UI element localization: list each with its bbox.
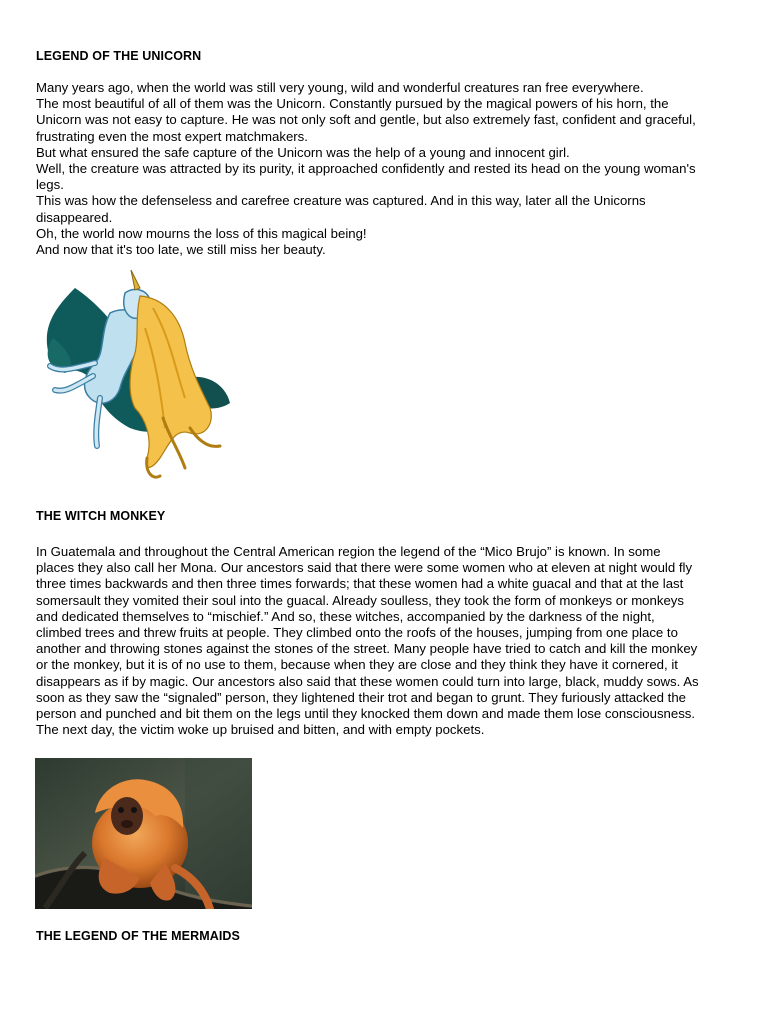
text-line: somersault they vomited their soul into the guacal. Already soulless, they took the form of monkeys or monkeys	[36, 592, 684, 608]
text-line: In Guatemala and throughout the Central American region the legend of the “Mico Brujo” is known. In some	[36, 544, 661, 559]
text-line: And now that it's too late, we still miss her beauty.	[36, 242, 326, 258]
text-line: But what ensured the safe capture of the Unicorn was the help of a young and innocent girl.	[36, 144, 570, 160]
text-line: another and throwing stones against the stones of the street. Many people have tried to catch and kill the monkey	[36, 641, 698, 657]
unicorn-illustration	[35, 268, 240, 490]
text-line: Many years ago, when the world was still very young, wild and wonderful creatures ran free everywhere.	[36, 80, 644, 95]
text-line: or the monkey, but it is of no use to them, because when they are close and they think they have it cornered, it	[36, 657, 678, 673]
text-line: Well, the creature was attracted by its purity, it approached confidently and rested its head on the young woman's	[36, 161, 696, 177]
text-line: legs.	[36, 177, 64, 193]
text-line: This was how the defenseless and carefree creature was captured. And in this way, later all the Unicorns	[36, 193, 646, 209]
text-line: soon as they saw the “signaled” person, they lightened their trot and began to grunt. They furiously attacked the	[36, 689, 687, 705]
section-title-mermaids: THE LEGEND OF THE MERMAIDS	[36, 929, 240, 943]
text-line: disappears as if by magic. Our ancestors also said that these women could turn into large, black, muddy sows. As	[36, 673, 699, 689]
text-line: Unicorn was not easy to capture. He was not only soft and gentle, but also extremely fast, confident and graceful,	[36, 112, 696, 128]
text-line: person and punched and bit them on the legs until they knocked them down and made them lose consciousness.	[36, 706, 696, 722]
golden-monkey-photo	[35, 758, 252, 909]
text-line: disappeared.	[36, 209, 113, 225]
text-line: Oh, the world now mourns the loss of this magical being!	[36, 225, 367, 241]
text-line: The most beautiful of all of them was the Unicorn. Constantly pursued by the magical powers of his horn, the	[36, 96, 669, 112]
section-body-witch-monkey	[36, 544, 736, 738]
text-line: The next day, the victim woke up bruised and bitten, and with empty pockets.	[36, 722, 485, 738]
text-line: frustrating even the most expert matchmakers.	[36, 128, 308, 144]
text-line: places they also call her Mona. Our ancestors said that there were some women who at eleven at night would fly	[36, 560, 693, 576]
section-body-unicorn	[36, 80, 736, 258]
section-title-unicorn: LEGEND OF THE UNICORN	[36, 49, 202, 63]
text-line: three times backwards and then three times forwards; that these women had a white guacal and that at the last	[36, 576, 684, 592]
text-line: climbed trees and threw fruits at people. They climbed onto the roofs of the houses, jumping from one place to	[36, 625, 678, 641]
section-title-witch-monkey: THE WITCH MONKEY	[36, 509, 166, 523]
text-line: and dedicated themselves to “mischief.” And so, these witches, accompanied by the darkness of the night,	[36, 608, 655, 624]
